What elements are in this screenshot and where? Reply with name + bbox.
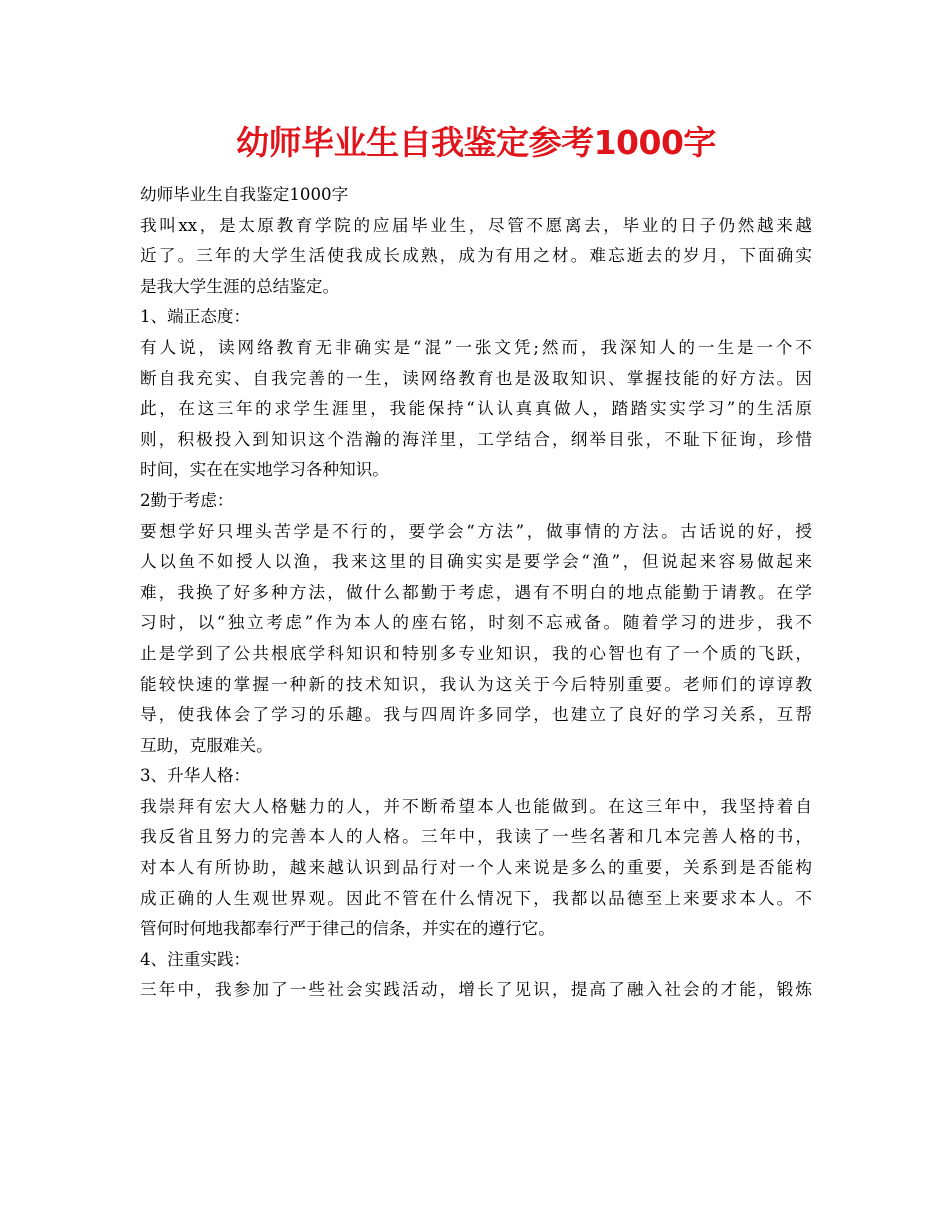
- body-text-line: 人以鱼不如授人以渔，我来这里的目确实实是要学会“渔”，但说起来容易做起来: [140, 552, 812, 572]
- body-text-line: 我反省且努力的完善本人的人格。三年中，我读了一些名著和几本完善人格的书，: [140, 827, 812, 847]
- body-text-line: 有人说，读网络教育无非确实是“混”一张文凭;然而，我深知人的一生是一个不: [140, 337, 812, 357]
- body-text-line: 互助，克服难关。: [140, 735, 273, 755]
- body-text-line: 三年中，我参加了一些社会实践活动，增长了见识，提高了融入社会的才能，锻炼: [140, 980, 812, 1000]
- body-text-line: 是我大学生涯的总结鉴定。: [140, 276, 340, 296]
- body-text-line: 习时，以“独立考虑”作为本人的座右铭，时刻不忘戒备。随着学习的进步，我不: [140, 613, 812, 633]
- body-text-line: 成正确的人生观世界观。因此不管在什么情况下，我都以品德至上来要求本人。不: [140, 888, 812, 908]
- document-page: [140, 118, 812, 1006]
- document-body: [140, 180, 812, 1006]
- body-text-line: 此，在这三年的求学生涯里，我能保持“认认真真做人，踏踏实实学习”的生活原: [140, 399, 812, 419]
- body-text-line: 幼师毕业生自我鉴定1000字: [140, 185, 349, 204]
- body-text-line: 我崇拜有宏大人格魅力的人，并不断希望本人也能做到。在这三年中，我坚持着自: [140, 796, 812, 816]
- document-title: 幼师毕业生自我鉴定参考1000字: [236, 123, 716, 162]
- body-text-line: 时间，实在在实地学习各种知识。: [140, 460, 389, 480]
- body-text-line: 难，我换了好多种方法，做什么都勤于考虑，遇有不明白的地点能勤于请教。在学: [140, 582, 812, 602]
- body-text-line: 导，使我体会了学习的乐趣。我与四周许多同学，也建立了良好的学习关系，互帮: [140, 705, 812, 725]
- body-text-line: 2勤于考虑：: [140, 490, 234, 510]
- body-text-line: 断自我充实、自我完善的一生，读网络教育也是汲取知识、掌握技能的好方法。因: [140, 368, 812, 388]
- body-text-line: 管何时何地我都奉行严于律己的信条，并实在的遵行它。: [140, 919, 555, 939]
- body-text-line: 4、注重实践：: [140, 949, 251, 969]
- body-text-line: 则，积极投入到知识这个浩瀚的海洋里，工学结合，纲举目张，不耻下征询，珍惜: [140, 429, 812, 449]
- body-text-line: 近了。三年的大学生活使我成长成熟，成为有用之材。难忘逝去的岁月，下面确实: [140, 246, 812, 266]
- body-text-line: 止是学到了公共根底学科知识和特别多专业知识，我的心智也有了一个质的飞跃，: [140, 643, 812, 663]
- body-text-line: 3、升华人格：: [140, 766, 251, 786]
- body-text-line: 1、端正态度：: [140, 307, 251, 327]
- body-text-line: 我叫xx，是太原教育学院的应届毕业生，尽管不愿离去，毕业的日子仍然越来越: [140, 215, 812, 235]
- body-text-line: 能较快速的掌握一种新的技术知识，我认为这关于今后特别重要。老师们的谆谆教: [140, 674, 812, 694]
- body-text-line: 对本人有所协助，越来越认识到品行对一个人来说是多么的重要，关系到是否能构: [140, 858, 812, 878]
- body-text-line: 要想学好只埋头苦学是不行的，要学会“方法”，做事情的方法。古话说的好，授: [140, 521, 812, 541]
